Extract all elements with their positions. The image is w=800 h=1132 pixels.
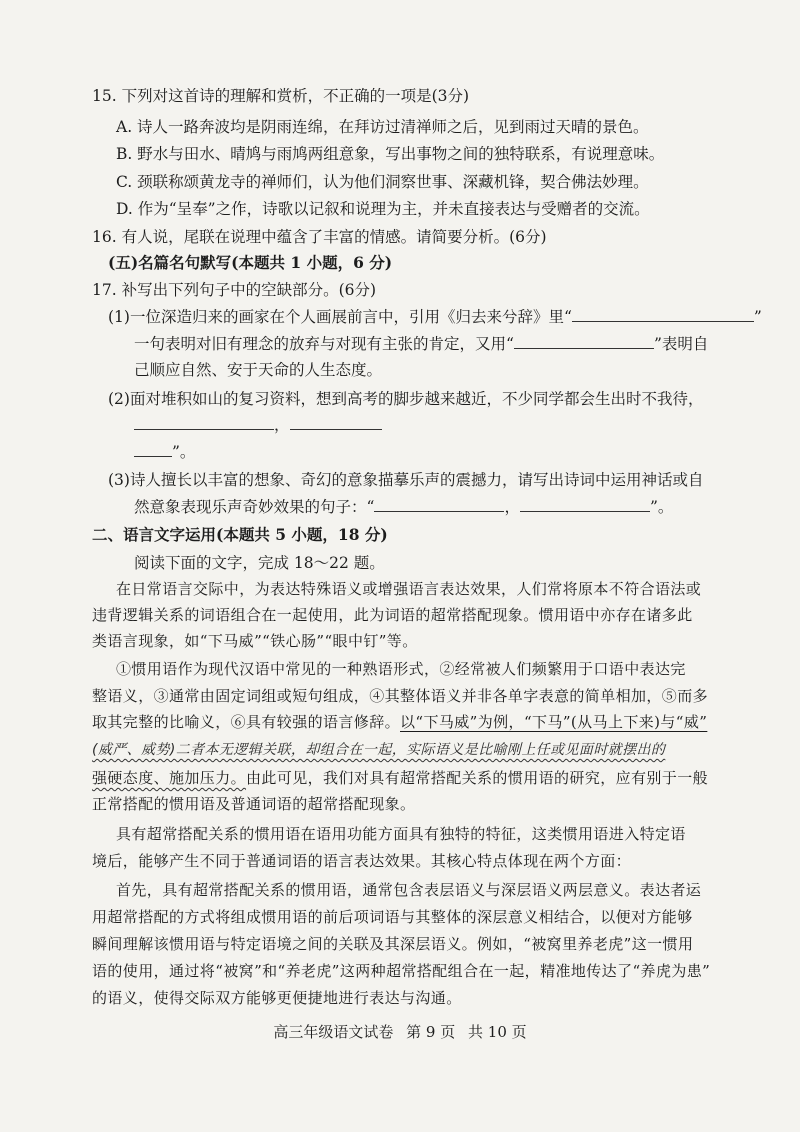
q17-item3-text-a: 然意象表现乐声奇妙效果的句子：“: [134, 498, 375, 516]
q16-stem: 16. 有人说，尾联在说理中蕴含了丰富的情感。请简要分析。(6分): [92, 228, 547, 246]
q15-option-d: D. 作为“呈奉”之作，诗歌以记叙和说理为主，并未直接表达与受赠者的交流。: [116, 200, 650, 218]
passage-para2-line6: 正常搭配的惯用语及普通词语的超常搭配现象。: [92, 795, 416, 813]
handwritten-annotation-line: (威严、威势)二者本无逻辑关联，却组合在一起，实际语义是比喻刚上任或见面时就摆出的: [92, 742, 666, 758]
passage-para2-line5: [92, 768, 708, 788]
passage-para4-line3: 瞬间理解该惯用语与特定语境之间的关联及其深层语义。例如，“被窝里养老虎”这一惯用: [92, 935, 694, 953]
footer-page-number: 第 9 页: [406, 1023, 456, 1041]
page-footer: [0, 1021, 800, 1042]
q15-stem: 15. 下列对这首诗的理解和赏析，不正确的一项是(3分): [92, 87, 470, 105]
wavy-underlined-text: 强硬态度、施加压力。: [92, 769, 247, 787]
passage-para1-line1: 在日常语言交际中，为表达特殊语义或增强语言表达效果，人们常将原本不符合语法或: [116, 580, 702, 598]
q17-item1-text-c: 一句表明对旧有理念的放弃与对现有主张的肯定，又用“: [134, 335, 514, 353]
passage-para2-line3: [92, 712, 707, 732]
q17-item2-line3: [134, 442, 195, 462]
underlined-example: 以“下马威”为例，“下马”(从马上下来)与“威”: [400, 713, 708, 731]
q17-item3-line2: [134, 497, 673, 517]
answer-blank[interactable]: [134, 442, 172, 457]
q17-item1-line2: [134, 334, 708, 354]
footer-total-pages: 共 10 页: [468, 1023, 527, 1041]
passage-para4-line4: 语的使用，通过将“被窝”和“养老虎”这两种超常搭配组合在一起，精准地传达了“养虎为患”: [92, 962, 711, 980]
passage-para4-line1: 首先，具有超常搭配关系的惯用语，通常包含表层语义与深层语义两层意义。表达者运: [116, 881, 702, 899]
q17-item1-text-a: (1)一位深造归来的画家在个人画展前言中，引用《归去来兮辞》里“: [108, 308, 572, 326]
passage-para4-line5: 的语义，使得交际双方能够更便捷地进行表达与沟通。: [92, 989, 462, 1007]
q17-item2-line2: [134, 415, 382, 435]
passage-para2-line1: ①惯用语作为现代汉语中常见的一种熟语形式，②经常被人们频繁用于口语中表达完: [116, 660, 686, 678]
passage-para2-line2: 整语义，③通常由固定词组或短句组成，④其整体语义并非各单字表意的简单相加，⑤而多: [92, 687, 709, 705]
section5-heading: (五)名篇名句默写(本题共 1 小题，6 分): [108, 253, 393, 272]
answer-blank[interactable]: [514, 334, 654, 349]
q15-option-c: C. 颈联称颂黄龙寺的禅师们，认为他们洞察世事、深藏机锋，契合佛法妙理。: [116, 173, 649, 191]
q17-item1-line3: 己顺应自然、安于天命的人生态度。: [134, 361, 383, 379]
q17-item2-end: ”。: [172, 443, 196, 461]
q17-item1-text-d: ”表明自: [653, 335, 709, 353]
q17-item2-comma: ，: [274, 416, 290, 434]
passage-para4-line2: 用超常搭配的方式将组成惯用语的前后项词语与其整体的深层意义相结合，以便对方能够: [92, 908, 693, 926]
q17-item2-line1: (2)面对堆积如山的复习资料，想到高考的脚步越来越近，不少同学都会生出时不我待，: [108, 390, 704, 408]
q15-option-a: A. 诗人一路奔波均是阴雨连绵，在拜访过清禅师之后，见到雨过天晴的景色。: [116, 118, 649, 136]
passage-para2-text-a: 取其完整的比喻义，⑥具有较强的语言修辞。: [92, 713, 401, 731]
q17-stem: 17. 补写出下列句子中的空缺部分。(6分): [92, 281, 377, 299]
section2-heading: 二、语言文字运用(本题共 5 小题，18 分): [92, 525, 388, 544]
passage-para3-line1: 具有超常搭配关系的惯用语在语用功能方面具有独特的特征，这类惯用语进入特定语: [116, 825, 686, 843]
answer-blank[interactable]: [134, 415, 274, 430]
passage-para1-line3: 类语言现象，如“下马威”“铁心肠”“眼中钉”等。: [92, 632, 418, 650]
answer-blank[interactable]: [572, 307, 754, 322]
passage-para2-text-b: 由此可见，我们对具有超常搭配关系的惯用语的研究，应有别于一般: [246, 769, 709, 787]
q17-item3-line1: (3)诗人擅长以丰富的想象、奇幻的意象描摹乐声的震撼力，请写出诗词中运用神话或自: [108, 471, 704, 489]
passage-para3-line2: 境后，能够产生不同于普通词语的语言表达效果。其核心特点体现在两个方面：: [92, 852, 632, 870]
answer-blank[interactable]: [290, 415, 382, 430]
reading-instruction: 阅读下面的文字，完成 18～22 题。: [134, 554, 385, 572]
q17-item1-text-b: ”: [753, 308, 762, 326]
q17-item3-comma: ，: [504, 498, 520, 516]
passage-para1-line2: 违背逻辑关系的词语组合在一起使用，此为词语的超常搭配现象。惯用语中亦存在诸多此: [92, 606, 693, 624]
answer-blank[interactable]: [520, 497, 650, 512]
q17-item3-end: ”。: [649, 498, 674, 516]
q15-option-b: B. 野水与田水、晴鸠与雨鸠两组意象，写出事物之间的独特联系，有说理意味。: [116, 145, 665, 163]
answer-blank[interactable]: [374, 497, 504, 512]
q17-item1-line1: [108, 307, 762, 327]
footer-title: 高三年级语文试卷: [273, 1023, 394, 1041]
